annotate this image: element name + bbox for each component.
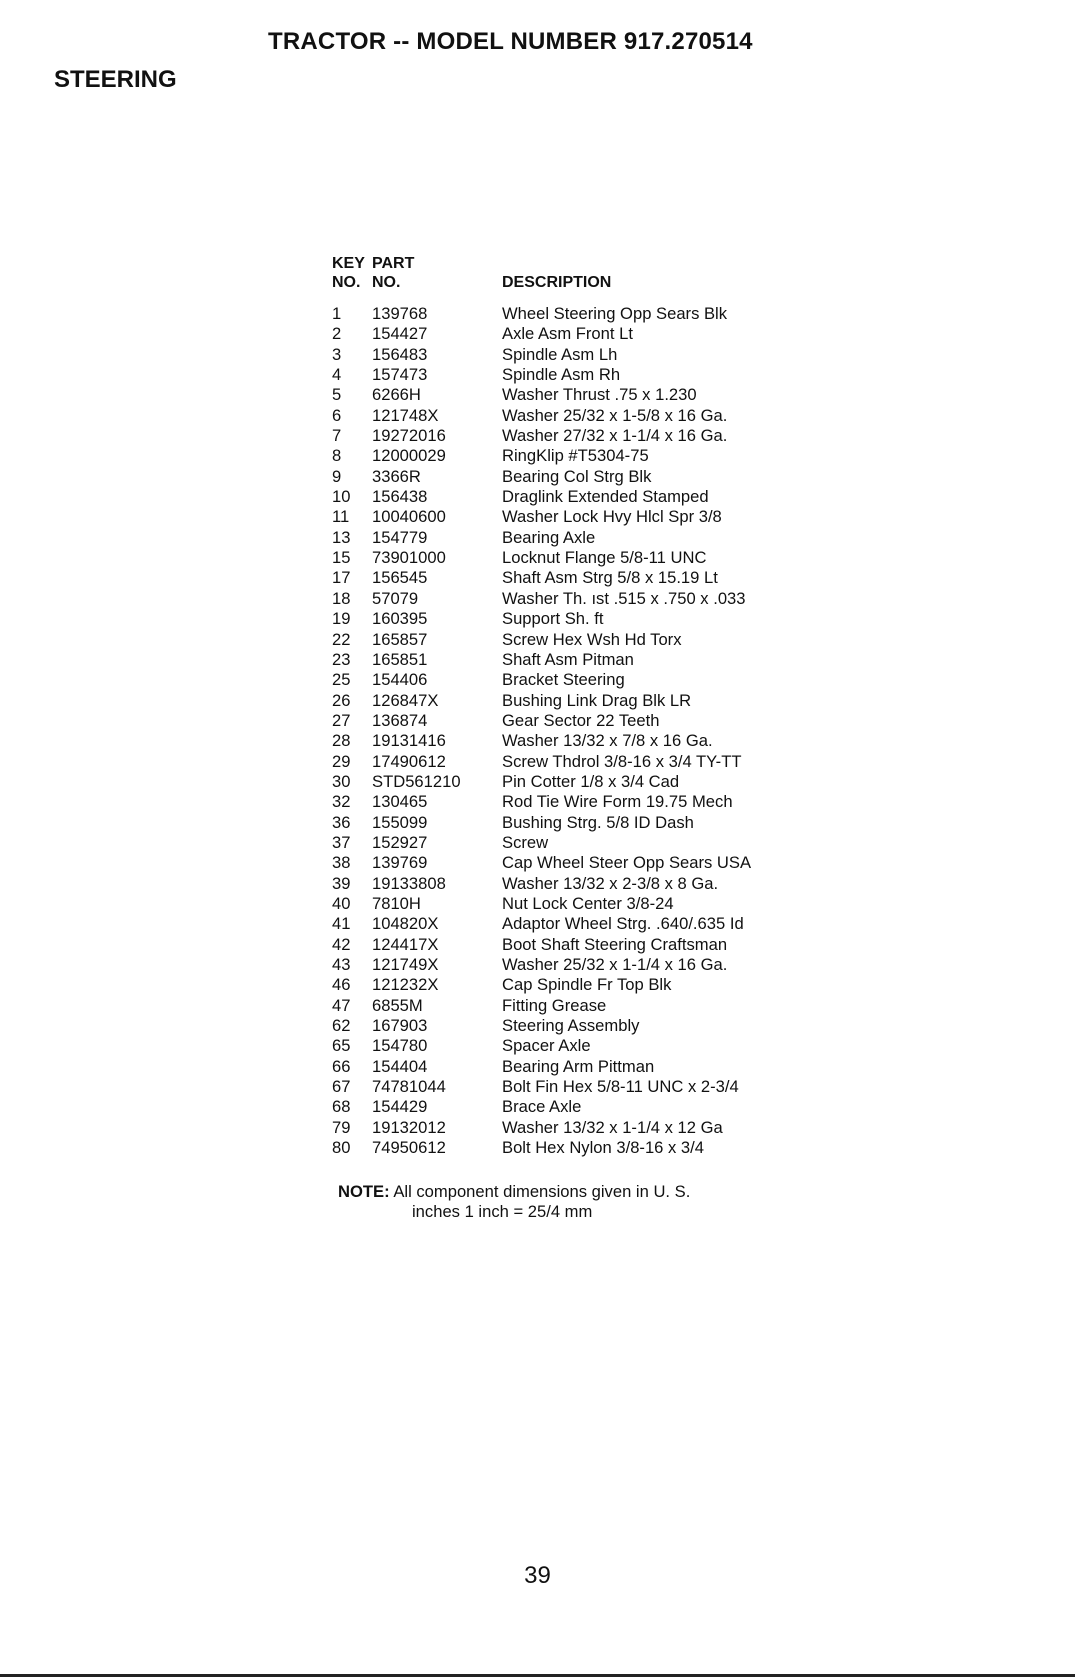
- header-part: PART: [372, 255, 415, 272]
- part-no: 160395: [372, 609, 428, 629]
- key-no: 6: [332, 405, 342, 425]
- table-row: [332, 1036, 852, 1056]
- table-row: [332, 548, 852, 568]
- key-no: 19: [332, 609, 351, 629]
- key-no: 1: [332, 304, 342, 323]
- description: Steering Assembly: [502, 1016, 640, 1036]
- part-no: 139768: [372, 304, 428, 323]
- key-no: 65: [332, 1036, 351, 1056]
- part-no: 126847X: [372, 690, 439, 710]
- note-line-1: All component dimensions given in U. S.: [393, 1182, 691, 1201]
- table-row: [332, 752, 852, 772]
- table-row: [332, 385, 852, 405]
- note-line-2: inches 1 inch = 25/4 mm: [412, 1202, 593, 1221]
- part-no: 10040600: [372, 507, 446, 527]
- table-row: [332, 874, 852, 894]
- table-row: [332, 955, 852, 975]
- key-no: 26: [332, 690, 351, 710]
- key-no: 15: [332, 548, 351, 568]
- key-no: 43: [332, 955, 351, 974]
- description: Support Sh. ft: [502, 609, 604, 629]
- part-no: 19133808: [372, 873, 446, 893]
- description: Adaptor Wheel Strg. .640/.635 Id: [502, 914, 744, 934]
- key-no: 67: [332, 1077, 351, 1097]
- part-no: 121232X: [372, 975, 439, 995]
- table-row: [332, 1077, 852, 1097]
- table-row: [332, 487, 852, 507]
- part-no: 19131416: [372, 731, 446, 751]
- header-part-no: NO.: [372, 274, 401, 291]
- description: Bushing Link Drag Blk LR: [502, 690, 692, 710]
- key-no: 66: [332, 1056, 351, 1076]
- table-row: [332, 650, 852, 670]
- key-no: 47: [332, 995, 351, 1015]
- part-no: 136874: [372, 710, 428, 730]
- description: Shaft Asm Pitman: [502, 649, 634, 669]
- part-no: 57079: [372, 588, 419, 608]
- table-header-line-1: [332, 254, 852, 273]
- description: Bolt Hex Nylon 3/8-16 x 3/4: [502, 1138, 704, 1158]
- table-row: [332, 772, 852, 792]
- key-no: 36: [332, 812, 351, 832]
- part-no: 154429: [372, 1097, 428, 1117]
- key-no: 46: [332, 975, 351, 995]
- description: Wheel Steering Opp Sears Blk: [502, 304, 728, 323]
- key-no: 13: [332, 527, 351, 547]
- table-row: [332, 833, 852, 853]
- description: Screw Hex Wsh Hd Torx: [502, 629, 682, 649]
- table-row: [332, 345, 852, 365]
- part-no: 73901000: [372, 548, 446, 568]
- description: Axle Asm Front Lt: [502, 324, 633, 344]
- description: Spacer Axle: [502, 1036, 591, 1056]
- part-no: 157473: [372, 365, 428, 385]
- key-no: 9: [332, 466, 342, 486]
- key-no: 38: [332, 853, 351, 873]
- key-no: 30: [332, 771, 351, 791]
- key-no: 28: [332, 731, 351, 751]
- table-row: [332, 568, 852, 588]
- part-no: 6266H: [372, 385, 421, 405]
- part-no: 139769: [372, 853, 428, 873]
- key-no: 4: [332, 365, 342, 385]
- description: Spindle Asm Rh: [502, 365, 621, 385]
- key-no: 2: [332, 324, 342, 344]
- part-no: 155099: [372, 812, 428, 832]
- part-no: 167903: [372, 1016, 428, 1036]
- table-row: [332, 365, 852, 385]
- table-row: [332, 914, 852, 934]
- table-row: [332, 691, 852, 711]
- part-no: 156483: [372, 344, 428, 364]
- key-no: 68: [332, 1097, 351, 1117]
- part-no: 152927: [372, 832, 428, 852]
- table-row: [332, 670, 852, 690]
- part-no: 74950612: [372, 1138, 446, 1158]
- description: Bushing Strg. 5/8 ID Dash: [502, 812, 694, 832]
- key-no: 40: [332, 893, 351, 913]
- description: Bolt Fin Hex 5/8-11 UNC x 2-3/4: [502, 1077, 739, 1097]
- part-no: 19272016: [372, 426, 446, 446]
- table-row: [332, 630, 852, 650]
- part-no: 3366R: [372, 466, 421, 486]
- table-header-line-2: [332, 273, 852, 292]
- table-row: [332, 711, 852, 731]
- table-body: [332, 304, 852, 1158]
- part-no: 17490612: [372, 751, 446, 771]
- note: [338, 1182, 690, 1222]
- table-row: [332, 731, 852, 751]
- table-row: [332, 609, 852, 629]
- part-no: 6855M: [372, 995, 423, 1015]
- description: Bearing Col Strg Blk: [502, 466, 652, 486]
- key-no: 8: [332, 446, 342, 466]
- description: Nut Lock Center 3/8-24: [502, 893, 674, 913]
- part-no: 121749X: [372, 955, 439, 974]
- parts-table: [332, 254, 852, 1158]
- description: Cap Wheel Steer Opp Sears USA: [502, 853, 752, 873]
- table-row: [332, 894, 852, 914]
- key-no: 80: [332, 1138, 351, 1158]
- table-row: [332, 324, 852, 344]
- part-no: 19132012: [372, 1117, 446, 1137]
- table-row: [332, 1138, 852, 1158]
- table-row: [332, 528, 852, 548]
- part-no: 154404: [372, 1056, 428, 1076]
- key-no: 37: [332, 832, 351, 852]
- part-no: 154427: [372, 324, 428, 344]
- key-no: 7: [332, 426, 342, 446]
- key-no: 79: [332, 1117, 351, 1137]
- description: Washer 13/32 x 2-3/8 x 8 Ga.: [502, 873, 719, 893]
- part-no: 156545: [372, 568, 428, 588]
- key-no: 39: [332, 873, 351, 893]
- part-no: 154406: [372, 670, 428, 690]
- key-no: 3: [332, 344, 342, 364]
- table-row: [332, 1097, 852, 1117]
- description: Pin Cotter 1/8 x 3/4 Cad: [502, 771, 680, 791]
- table-row: [332, 853, 852, 873]
- key-no: 41: [332, 914, 351, 934]
- part-no: 74781044: [372, 1077, 446, 1097]
- description: Washer 27/32 x 1-1/4 x 16 Ga.: [502, 426, 728, 446]
- page-number: 39: [524, 1562, 551, 1589]
- key-no: 27: [332, 710, 351, 730]
- bottom-rule: [0, 1674, 1075, 1677]
- description: Draglink Extended Stamped: [502, 487, 709, 507]
- table-row: [332, 589, 852, 609]
- key-no: 42: [332, 934, 351, 954]
- key-no: 10: [332, 487, 351, 507]
- description: Screw: [502, 832, 549, 852]
- table-row: [332, 467, 852, 487]
- description: Boot Shaft Steering Craftsman: [502, 934, 728, 954]
- table-row: [332, 975, 852, 995]
- description: Gear Sector 22 Teeth: [502, 710, 660, 730]
- part-no: 104820X: [372, 914, 439, 934]
- table-row: [332, 1057, 852, 1077]
- description: Washer 13/32 x 1-1/4 x 12 Ga: [502, 1117, 723, 1137]
- part-no: 121748X: [372, 405, 439, 425]
- description: Screw Thdrol 3/8-16 x 3/4 TY-TT: [502, 751, 742, 771]
- table-row: [332, 1016, 852, 1036]
- part-no: 154779: [372, 527, 428, 547]
- description: Washer 13/32 x 7/8 x 16 Ga.: [502, 731, 713, 751]
- part-no: 124417X: [372, 934, 439, 954]
- description: Locknut Flange 5/8-11 UNC: [502, 548, 707, 568]
- section-title: STEERING: [54, 66, 177, 93]
- description: Cap Spindle Fr Top Blk: [502, 975, 672, 995]
- part-no: STD561210: [372, 771, 461, 791]
- description: Washer Th. ıst .515 x .750 x .033: [502, 588, 746, 608]
- description: Rod Tie Wire Form 19.75 Mech: [502, 792, 733, 812]
- key-no: 17: [332, 568, 351, 588]
- description: Shaft Asm Strg 5/8 x 15.19 Lt: [502, 568, 718, 588]
- part-no: 130465: [372, 792, 428, 812]
- part-no: 12000029: [372, 446, 446, 466]
- table-row: [332, 935, 852, 955]
- description: Bearing Axle: [502, 527, 596, 547]
- description: RingKlip #T5304-75: [502, 446, 649, 466]
- header-description: DESCRIPTION: [502, 274, 612, 291]
- table-row: [332, 792, 852, 812]
- description: Spindle Asm Lh: [502, 344, 618, 364]
- part-no: 154780: [372, 1036, 428, 1056]
- key-no: 29: [332, 751, 351, 771]
- table-row: [332, 813, 852, 833]
- table-row: [332, 426, 852, 446]
- note-label: NOTE:: [338, 1182, 390, 1201]
- description: Washer 25/32 x 1-5/8 x 16 Ga.: [502, 405, 728, 425]
- header-key: KEY: [332, 255, 365, 272]
- key-no: 25: [332, 670, 351, 690]
- part-no: 7810H: [372, 893, 421, 913]
- key-no: 23: [332, 649, 351, 669]
- header-key-no: NO.: [332, 274, 361, 291]
- key-no: 32: [332, 792, 351, 812]
- description: Bearing Arm Pittman: [502, 1056, 655, 1076]
- part-no: 165857: [372, 629, 428, 649]
- table-row: [332, 507, 852, 527]
- key-no: 18: [332, 588, 351, 608]
- part-no: 165851: [372, 649, 428, 669]
- description: Fitting Grease: [502, 995, 607, 1015]
- document-title: TRACTOR -- MODEL NUMBER 917.270514: [268, 28, 753, 55]
- description: Washer 25/32 x 1-1/4 x 16 Ga.: [502, 955, 728, 974]
- table-row: [332, 446, 852, 466]
- description: Washer Lock Hvy Hlcl Spr 3/8: [502, 507, 722, 527]
- table-row: [332, 996, 852, 1016]
- table-row: [332, 406, 852, 426]
- description: Brace Axle: [502, 1097, 582, 1117]
- key-no: 11: [332, 507, 350, 527]
- part-no: 156438: [372, 487, 428, 507]
- table-row: [332, 304, 852, 324]
- description: Washer Thrust .75 x 1.230: [502, 385, 697, 405]
- table-row: [332, 1118, 852, 1138]
- key-no: 62: [332, 1016, 351, 1036]
- key-no: 22: [332, 629, 351, 649]
- key-no: 5: [332, 385, 342, 405]
- description: Bracket Steering: [502, 670, 625, 690]
